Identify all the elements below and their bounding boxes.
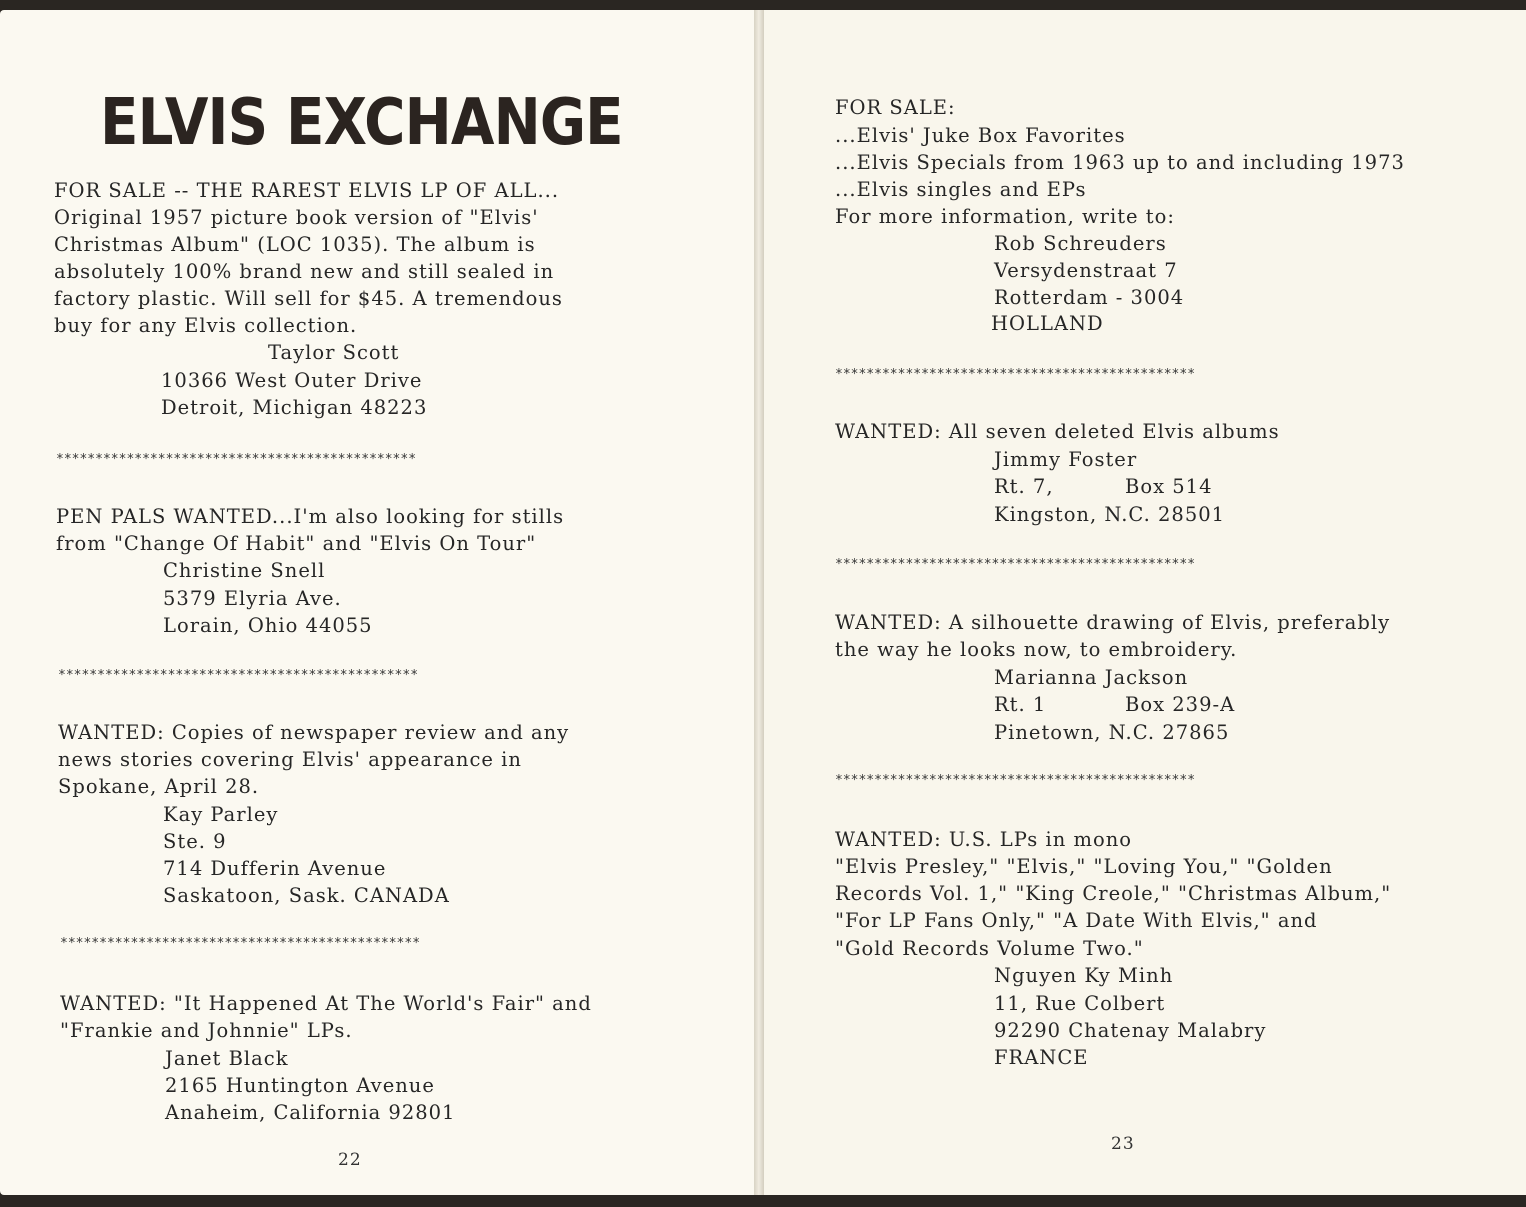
ad-text-line: Christmas Album" (LOC 1035). The album is bbox=[54, 233, 536, 256]
separator: ********************************************** bbox=[56, 452, 417, 467]
address-line: 5379 Elyria Ave. bbox=[163, 587, 342, 610]
ad-text-line: Original 1957 picture book version of "Elvis' bbox=[54, 206, 539, 229]
ad-text-line: WANTED: All seven deleted Elvis albums bbox=[835, 420, 1280, 443]
separator: ********************************************** bbox=[835, 557, 1196, 572]
ad-text-line: Spokane, April 28. bbox=[58, 775, 260, 798]
address-line: Kingston, N.C. 28501 bbox=[994, 503, 1226, 526]
page-title: ELVIS EXCHANGE bbox=[100, 86, 623, 160]
separator: ********************************************** bbox=[60, 936, 421, 951]
ad-text-line: ...Elvis' Juke Box Favorites bbox=[835, 124, 1126, 147]
ad-text-line: Records Vol. 1," "King Creole," "Christmas Album," bbox=[835, 882, 1392, 905]
ad-text-line: factory plastic. Will sell for $45. A tremendous bbox=[54, 287, 563, 310]
address-line: Rt. 7, bbox=[994, 475, 1054, 498]
address-name: Nguyen Ky Minh bbox=[994, 964, 1174, 987]
ad-text-line: FOR SALE: bbox=[835, 96, 956, 119]
address-line: 92290 Chatenay Malabry bbox=[994, 1019, 1267, 1042]
address-line: Lorain, Ohio 44055 bbox=[163, 614, 373, 637]
address-line: Rt. 1 bbox=[994, 693, 1047, 716]
address-line: HOLLAND bbox=[991, 312, 1104, 335]
separator: ********************************************** bbox=[835, 773, 1196, 788]
address-line: 2165 Huntington Avenue bbox=[165, 1074, 435, 1097]
ad-text-line: WANTED: Copies of newspaper review and any bbox=[58, 721, 570, 744]
address-line: Saskatoon, Sask. CANADA bbox=[163, 884, 450, 907]
address-name: Kay Parley bbox=[163, 803, 279, 826]
ad-text-line: For more information, write to: bbox=[835, 205, 1175, 228]
separator: ********************************************** bbox=[835, 367, 1196, 382]
page-number: 23 bbox=[1111, 1134, 1135, 1154]
ad-text-line: from "Change Of Habit" and "Elvis On Tour" bbox=[56, 532, 537, 555]
ad-text-line: WANTED: "It Happened At The World's Fair" and bbox=[60, 992, 592, 1015]
ad-text-line: ...Elvis Specials from 1963 up to and including 1973 bbox=[835, 151, 1405, 174]
address-line: Rotterdam - 3004 bbox=[994, 286, 1185, 309]
address-line: Box 514 bbox=[1125, 475, 1213, 498]
address-line: Anaheim, California 92801 bbox=[165, 1101, 456, 1124]
address-name: Christine Snell bbox=[163, 559, 326, 582]
address-line: 11, Rue Colbert bbox=[994, 992, 1166, 1015]
ad-text-line: buy for any Elvis collection. bbox=[54, 314, 358, 337]
address-line: Pinetown, N.C. 27865 bbox=[994, 721, 1230, 744]
separator: ********************************************** bbox=[58, 668, 419, 683]
ad-text-line: "For LP Fans Only," "A Date With Elvis," and bbox=[835, 909, 1318, 932]
address-line: Detroit, Michigan 48223 bbox=[161, 396, 428, 419]
ad-text-line: ...Elvis singles and EPs bbox=[835, 178, 1087, 201]
ad-text-line: "Gold Records Volume Two." bbox=[835, 937, 1144, 960]
ad-text-line: FOR SALE -- THE RAREST ELVIS LP OF ALL... bbox=[54, 179, 560, 202]
address-name: Jimmy Foster bbox=[994, 448, 1138, 471]
ad-text-line: WANTED: A silhouette drawing of Elvis, preferably bbox=[835, 611, 1391, 634]
ad-text-line: "Frankie and Johnnie" LPs. bbox=[60, 1019, 353, 1042]
address-name: Rob Schreuders bbox=[994, 232, 1167, 255]
ad-text-line: absolutely 100% brand new and still sealed in bbox=[54, 260, 555, 283]
ad-text-line: "Elvis Presley," "Elvis," "Loving You," "Golden bbox=[835, 855, 1333, 878]
ad-text-line: news stories covering Elvis' appearance in bbox=[58, 748, 522, 771]
address-line: 714 Dufferin Avenue bbox=[163, 857, 387, 880]
address-name: Janet Black bbox=[165, 1047, 289, 1070]
ad-text-line: the way he looks now, to embroidery. bbox=[835, 638, 1238, 661]
address-name: Marianna Jackson bbox=[994, 666, 1189, 689]
address-line: Box 239-A bbox=[1125, 693, 1236, 716]
address-line: Versydenstraat 7 bbox=[994, 259, 1178, 282]
address-line: 10366 West Outer Drive bbox=[161, 369, 423, 392]
address-line: Ste. 9 bbox=[163, 830, 227, 853]
ad-text-line: WANTED: U.S. LPs in mono bbox=[835, 828, 1133, 851]
page-number: 22 bbox=[338, 1150, 362, 1170]
address-name: Taylor Scott bbox=[268, 341, 400, 364]
address-line: FRANCE bbox=[994, 1046, 1089, 1069]
ad-text-line: PEN PALS WANTED...I'm also looking for stills bbox=[56, 505, 565, 528]
